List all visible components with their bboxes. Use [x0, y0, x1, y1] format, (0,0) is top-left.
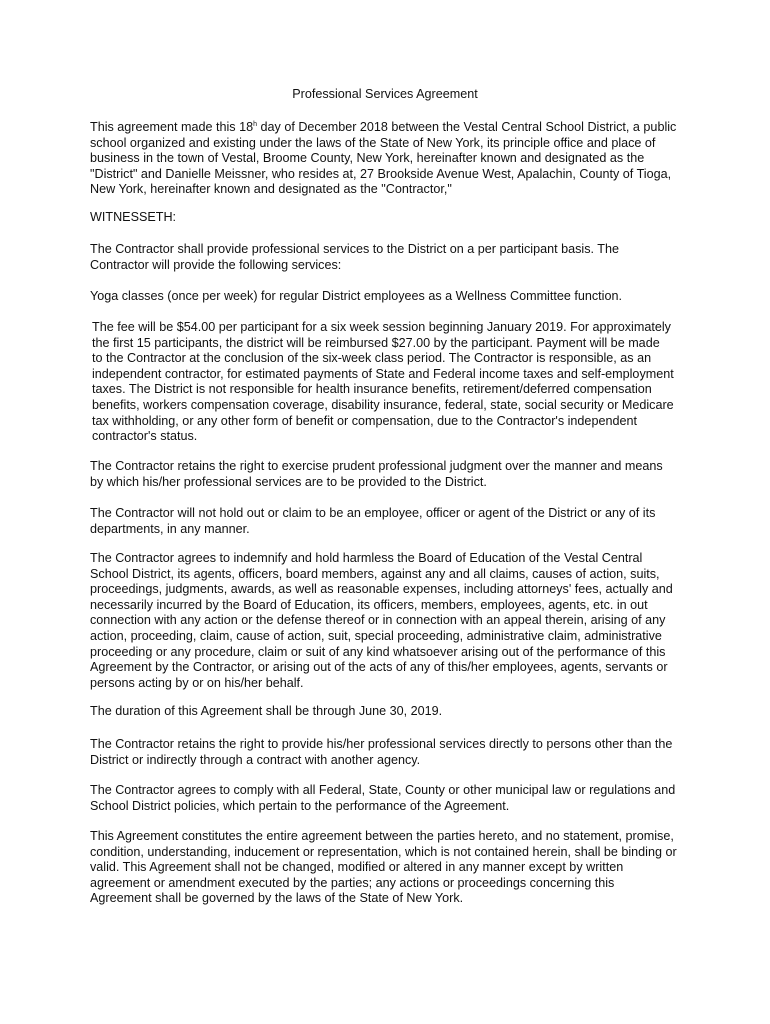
paragraph-line: contractor's status.: [92, 429, 198, 444]
not-employee-paragraph: [90, 506, 690, 537]
others-paragraph: [90, 737, 690, 768]
paragraph-line: the first 15 participants, the district will be reimbursed $27.00 by the participant. Payment will be made: [92, 335, 660, 350]
paragraph-line: The Contractor shall provide professional services to the District on a per participant basis. The: [90, 242, 619, 256]
paragraph-line: The duration of this Agreement shall be through June 30, 2019.: [90, 704, 443, 718]
paragraph-line: Agreement by the Contractor, or arising out of the acts of any of this/her employees, agents, servants or: [90, 660, 668, 675]
paragraph-line: School District, its agents, officers, board members, against any and all claims, causes of action, suits,: [90, 566, 660, 581]
paragraph-line: to the Contractor at the conclusion of the six-week class period. The Contractor is responsible, as an: [92, 351, 652, 366]
intro-paragraph: [90, 120, 690, 198]
witnesseth-heading: [90, 210, 690, 226]
paragraph-line: taxes. The District is not responsible for health insurance benefits, retirement/deferred compensation: [92, 382, 652, 397]
paragraph-line: The fee will be $54.00 per participant for a six week session beginning January 2019. For approximately: [92, 320, 671, 334]
paragraph-line: District or indirectly through a contract with another agency.: [90, 752, 421, 767]
paragraph-line: proceedings, judgments, awards, as well as reasonable expenses, including attorneys' fees, actually and: [90, 582, 673, 597]
paragraph-line: proceeding or any procedure, claim or suit of any kind whatsoever arising out of the performance of this: [90, 644, 666, 659]
paragraph-line: action, proceeding, claim, cause of action, suit, special proceeding, administrative claim, administrative: [90, 628, 662, 643]
paragraph-line: "District" and Danielle Meissner, who resides at, 27 Brookside Avenue West, Apalachin, County of Tioga,: [90, 166, 672, 181]
intro-text-rest: day of December 2018 between the Vestal Central School District, a public: [257, 120, 677, 134]
paragraph-line: valid. This Agreement shall not be changed, modified or altered in any manner except by written: [90, 860, 624, 875]
intro-line-1: [90, 120, 690, 136]
paragraph-line: condition, understanding, inducement or representation, which is not contained herein, shall be binding or: [90, 844, 677, 859]
paragraph-line: by which his/her professional services are to be provided to the District.: [90, 474, 487, 489]
entire-agreement-paragraph: [90, 829, 690, 907]
paragraph-line: school organized and existing under the laws of the State of New York, its principle office and place of: [90, 135, 656, 150]
paragraph-line: Contractor will provide the following services:: [90, 257, 342, 272]
paragraph-line: business in the town of Vestal, Broome County, New York, hereinafter known and designated as the: [90, 151, 645, 166]
yoga-paragraph: [90, 289, 690, 305]
paragraph-line: connection with any action or the defense thereof or in connection with an appeal therein, arising of any: [90, 613, 666, 628]
paragraph-line: School District policies, which pertain to the performance of the Agreement.: [90, 798, 510, 813]
services-paragraph: [90, 242, 690, 273]
paragraph-line: agreement or amendment executed by the parties; any actions or proceedings concerning this: [90, 875, 615, 890]
paragraph-line: tax withholding, or any other form of benefit or compensation, due to the Contractor's independent: [92, 413, 637, 428]
paragraph-line: The Contractor retains the right to provide his/her professional services directly to persons other than the: [90, 737, 673, 751]
intro-text-start: This agreement made this 18: [90, 120, 254, 134]
duration-paragraph: [90, 704, 690, 720]
paragraph-line: This Agreement constitutes the entire agreement between the parties hereto, and no statement, promise,: [90, 829, 674, 843]
paragraph-line: independent contractor, for estimated payments of State and Federal income taxes and self-employment: [92, 366, 674, 381]
paragraph-line: benefits, workers compensation coverage, disability insurance, federal, state, social security or Medicare: [92, 397, 674, 412]
paragraph-line: The Contractor retains the right to exercise prudent professional judgment over the manner and means: [90, 459, 663, 473]
paragraph-line: The Contractor agrees to comply with all Federal, State, County or other municipal law or regulations and: [90, 783, 676, 797]
ordinal-suffix: h: [253, 120, 258, 128]
fee-paragraph: [92, 320, 692, 445]
paragraph-line: departments, in any manner.: [90, 521, 250, 536]
judgment-paragraph: [90, 459, 690, 490]
paragraph-line: Yoga classes (once per week) for regular District employees as a Wellness Committee function.: [90, 289, 622, 303]
paragraph-line: necessarily incurred by the Board of Education, its officers, members, employees, agents, etc. in out: [90, 597, 648, 612]
comply-paragraph: [90, 783, 690, 814]
paragraph-line: New York, hereinafter known and designated as the "Contractor,": [90, 182, 452, 197]
paragraph-line: The Contractor will not hold out or claim to be an employee, officer or agent of the District or any of its: [90, 506, 656, 520]
paragraph-line: persons acting by or on his/her behalf.: [90, 675, 304, 690]
paragraph-line: Agreement shall be governed by the laws of the State of New York.: [90, 891, 464, 906]
witnesseth-text: WITNESSETH:: [90, 210, 177, 224]
paragraph-line: The Contractor agrees to indemnify and hold harmless the Board of Education of the Vestal Central: [90, 551, 643, 565]
indemnify-paragraph: [90, 551, 690, 691]
document-title: Professional Services Agreement: [292, 87, 478, 101]
